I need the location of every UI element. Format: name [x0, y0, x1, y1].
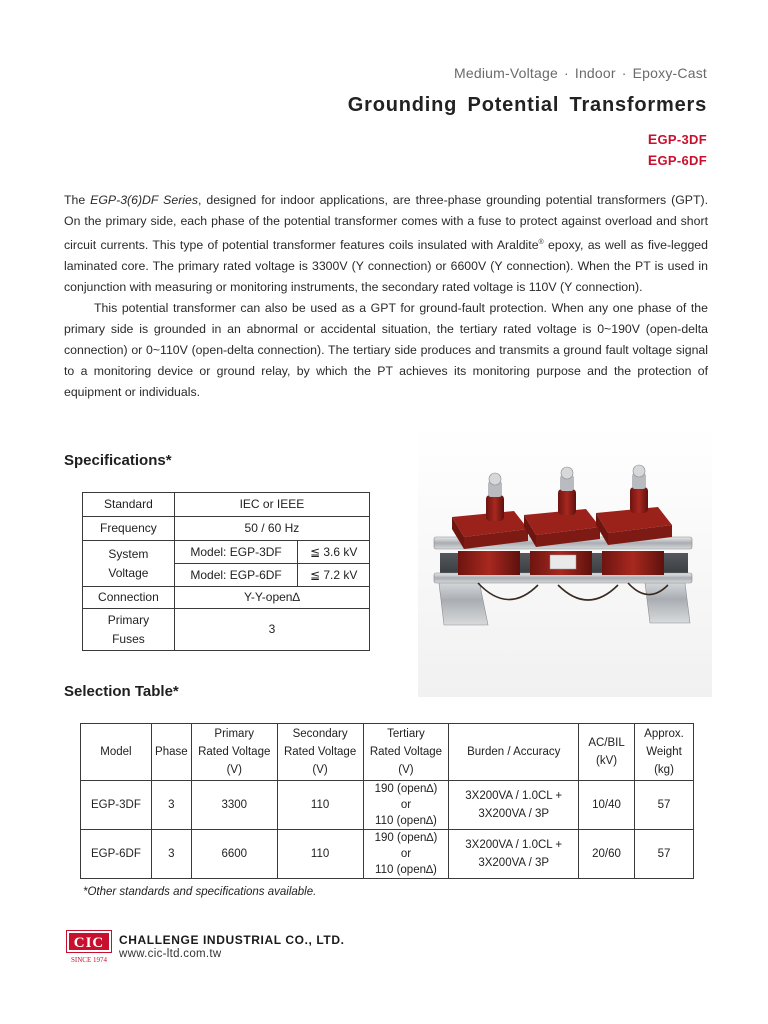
- spec-model: Model: EGP-6DF: [174, 564, 297, 587]
- page-title: Grounding Potential Transformers: [347, 94, 707, 116]
- model-egp-6df: EGP-6DF: [647, 152, 707, 168]
- category-voltage: Medium-Voltage: [454, 65, 558, 81]
- spec-label: System Voltage: [83, 541, 175, 587]
- cell-secondary: 110: [277, 830, 363, 879]
- intro-paragraph-2: This potential transformer can also be used as a GPT for ground-fault protection. When any one phase of the primary side is grounded in an abnormal or accidental situation, the tertiary rated voltage is 0~190V (open-delta connection) or 0~110V (open-delta connection). The tertiary side produces and transmits a ground fault voltage signal to a monitoring device or ground relay, by which the PT achieves its monitoring purpose and the protection of equipment or individuals.: [64, 301, 708, 400]
- spec-row-fuses: [83, 609, 370, 651]
- coil-assemblies: [458, 551, 664, 575]
- table-row: [81, 830, 694, 879]
- company-website[interactable]: www.cic-ltd.com.tw: [119, 948, 222, 960]
- cell-primary: 6600: [191, 830, 277, 879]
- cell-weight: 57: [635, 830, 694, 879]
- category-indoor: Indoor: [574, 65, 616, 81]
- category-subtitle: [454, 65, 707, 81]
- category-epoxy: Epoxy-Cast: [632, 65, 707, 81]
- header-acbil: AC/BIL (kV): [579, 724, 635, 781]
- cell-acbil: 10/40: [579, 781, 635, 830]
- intro-text: [64, 190, 708, 403]
- spec-value: ≦ 3.6 kV: [298, 541, 370, 564]
- spec-row-connection: [83, 587, 370, 609]
- header-model: Model: [81, 724, 152, 781]
- header-weight: Approx. Weight (kg): [635, 724, 694, 781]
- cell-primary: 3300: [191, 781, 277, 830]
- spec-label: Standard: [83, 493, 175, 517]
- spec-value: 3: [174, 609, 369, 651]
- header-primary: Primary Rated Voltage (V): [191, 724, 277, 781]
- specifications-heading: Specifications*: [64, 452, 172, 469]
- spec-label: Connection: [83, 587, 175, 609]
- svg-text:CIC: CIC: [73, 935, 105, 951]
- series-name: EGP-3(6)DF Series: [90, 193, 199, 207]
- registered-mark: ®: [538, 239, 544, 246]
- spec-label: Frequency: [83, 517, 175, 541]
- header-phase: Phase: [151, 724, 191, 781]
- cell-phase: 3: [151, 830, 191, 879]
- cell-secondary: 110: [277, 781, 363, 830]
- company-logo: [66, 930, 112, 964]
- intro-paragraph-1: The EGP-3(6)DF Series, designed for indoor applications, are three-phase grounding potential transformers (GPT). On the primary side, each phase of the potential transformer comes with a fuse to protect against overload and short circuit currents. This type of potential transformer features coils insulated with Araldite® epoxy, as well as five-legged laminated core. The primary rated voltage is 3300V (Y connection) or 6600V (Y connection). When the PT is used in conjunction with measuring or monitoring instruments, the secondary rated voltage is 110V (Y connection).: [64, 193, 708, 295]
- spec-value: ≦ 7.2 kV: [298, 564, 370, 587]
- header-secondary: Secondary Rated Voltage (V): [277, 724, 363, 781]
- company-name: CHALLENGE INDUSTRIAL CO., LTD.: [119, 933, 345, 947]
- selection-table-heading: Selection Table*: [64, 683, 179, 700]
- spec-value: Y-Y-open∆: [174, 587, 369, 609]
- cell-model: EGP-6DF: [81, 830, 152, 879]
- cell-burden: 3X200VA / 1.0CL + 3X200VA / 3P: [449, 781, 579, 830]
- cell-phase: 3: [151, 781, 191, 830]
- product-photo: [418, 425, 712, 697]
- spec-label: Primary Fuses: [83, 609, 175, 651]
- header-tertiary: Tertiary Rated Voltage (V): [363, 724, 449, 781]
- footnote: *Other standards and specifications available.: [83, 886, 317, 898]
- cell-acbil: 20/60: [579, 830, 635, 879]
- separator: ·: [621, 65, 627, 81]
- separator: ·: [563, 65, 569, 81]
- spec-value: 50 / 60 Hz: [174, 517, 369, 541]
- cell-tertiary: 190 (open∆) or 110 (open∆): [363, 830, 449, 879]
- cell-burden: 3X200VA / 1.0CL + 3X200VA / 3P: [449, 830, 579, 879]
- cell-weight: 57: [635, 781, 694, 830]
- header-burden: Burden / Accuracy: [449, 724, 579, 781]
- spec-row-frequency: [83, 517, 370, 541]
- specifications-table: [82, 492, 370, 651]
- spec-row-standard: [83, 493, 370, 517]
- cell-tertiary: 190 (open∆) or 110 (open∆): [363, 781, 449, 830]
- selection-header-row: [81, 724, 694, 781]
- selection-table: [80, 723, 694, 879]
- spec-row-system-voltage: [83, 541, 370, 564]
- spec-model: Model: EGP-3DF: [174, 541, 297, 564]
- spec-value: IEC or IEEE: [174, 493, 369, 517]
- model-egp-3df: EGP-3DF: [647, 131, 707, 147]
- table-row: [81, 781, 694, 830]
- svg-text:SINCE 1974: SINCE 1974: [71, 956, 107, 964]
- cell-model: EGP-3DF: [81, 781, 152, 830]
